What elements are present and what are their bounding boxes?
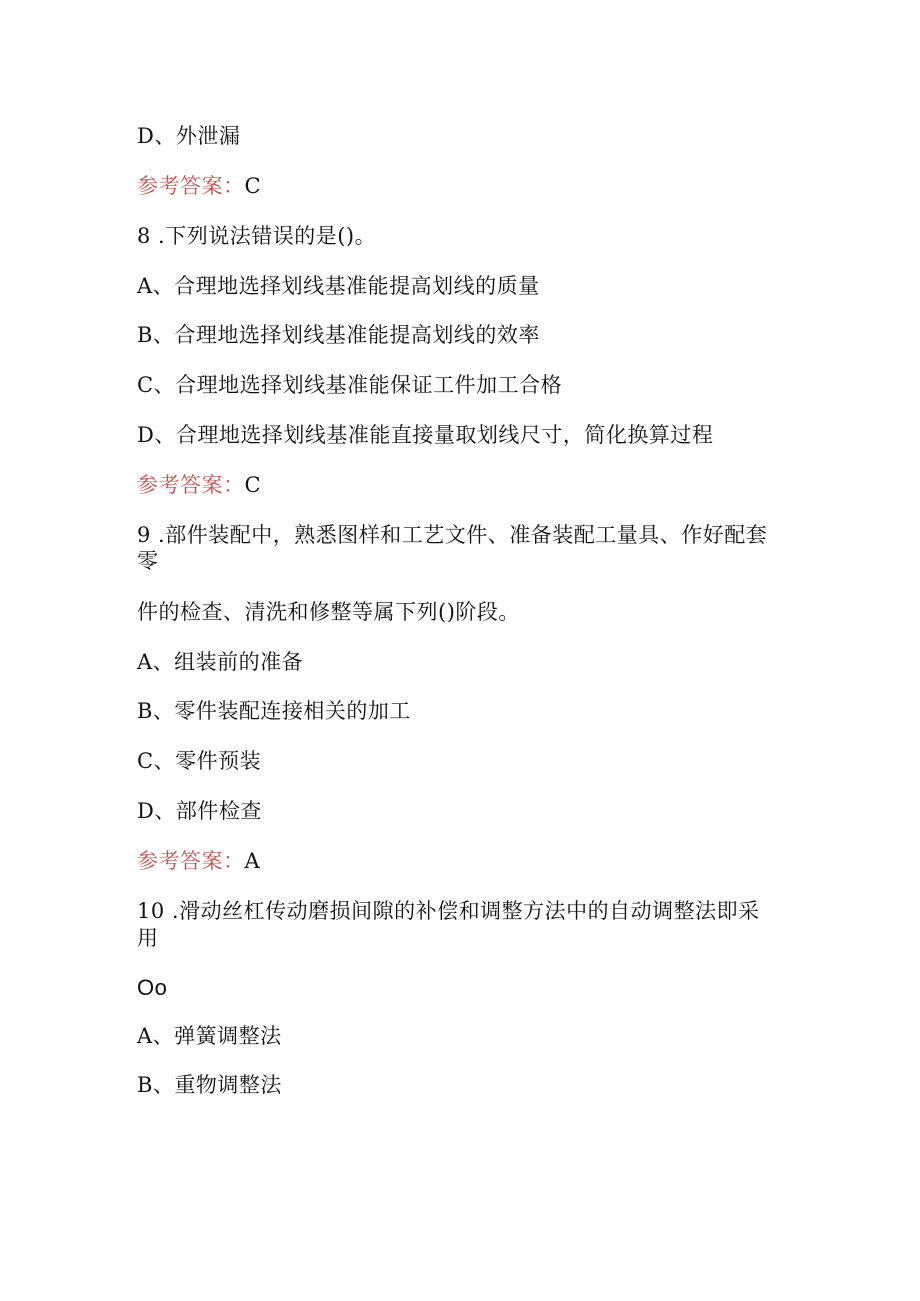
option-b-q8: B、合理地选择划线基准能提高划线的效率	[137, 323, 540, 347]
question-10-line-1: 10 .滑动丝杠传动磨损间隙的补偿和调整方法中的自动调整法即采	[137, 899, 760, 923]
answer-q7	[137, 172, 261, 200]
option-b-q9: B、零件装配连接相关的加工	[137, 699, 411, 723]
question-9-line-3: 件的检查、清洗和修整等属下列()阶段。	[137, 600, 520, 624]
answer-value: A	[244, 849, 261, 873]
option-d-q9: D、部件检查	[137, 799, 262, 823]
answer-label: 参考答案：	[137, 849, 245, 873]
option-d-q7: D、外泄漏	[137, 124, 241, 148]
option-a-q9: A、组装前的准备	[137, 650, 304, 674]
answer-q9	[137, 847, 260, 875]
answer-label: 参考答案：	[137, 174, 245, 198]
answer-value: C	[244, 473, 262, 497]
question-10-line-2: 用	[137, 926, 159, 950]
question-8: 8 .下列说法错误的是()。	[137, 224, 377, 248]
question-9-line-2: 零	[137, 549, 159, 573]
option-d-q8: D、合理地选择划线基准能直接量取划线尺寸，简化换算过程	[137, 423, 714, 447]
option-a-q10: A、弹簧调整法	[137, 1024, 282, 1048]
option-a-q8: A、合理地选择划线基准能提高划线的质量	[137, 274, 540, 298]
answer-value: C	[244, 174, 262, 198]
option-b-q10: B、重物调整法	[137, 1073, 282, 1097]
answer-label: 参考答案：	[137, 473, 245, 497]
question-9-line-1: 9 .部件装配中，熟悉图样和工艺文件、准备装配工量具、作好配套	[137, 523, 768, 547]
option-c-q9: C、零件预装	[137, 749, 262, 773]
answer-q8	[137, 471, 261, 499]
question-10-line-3: Oo	[137, 975, 168, 1000]
option-c-q8: C、合理地选择划线基准能保证工件加工合格	[137, 373, 563, 397]
